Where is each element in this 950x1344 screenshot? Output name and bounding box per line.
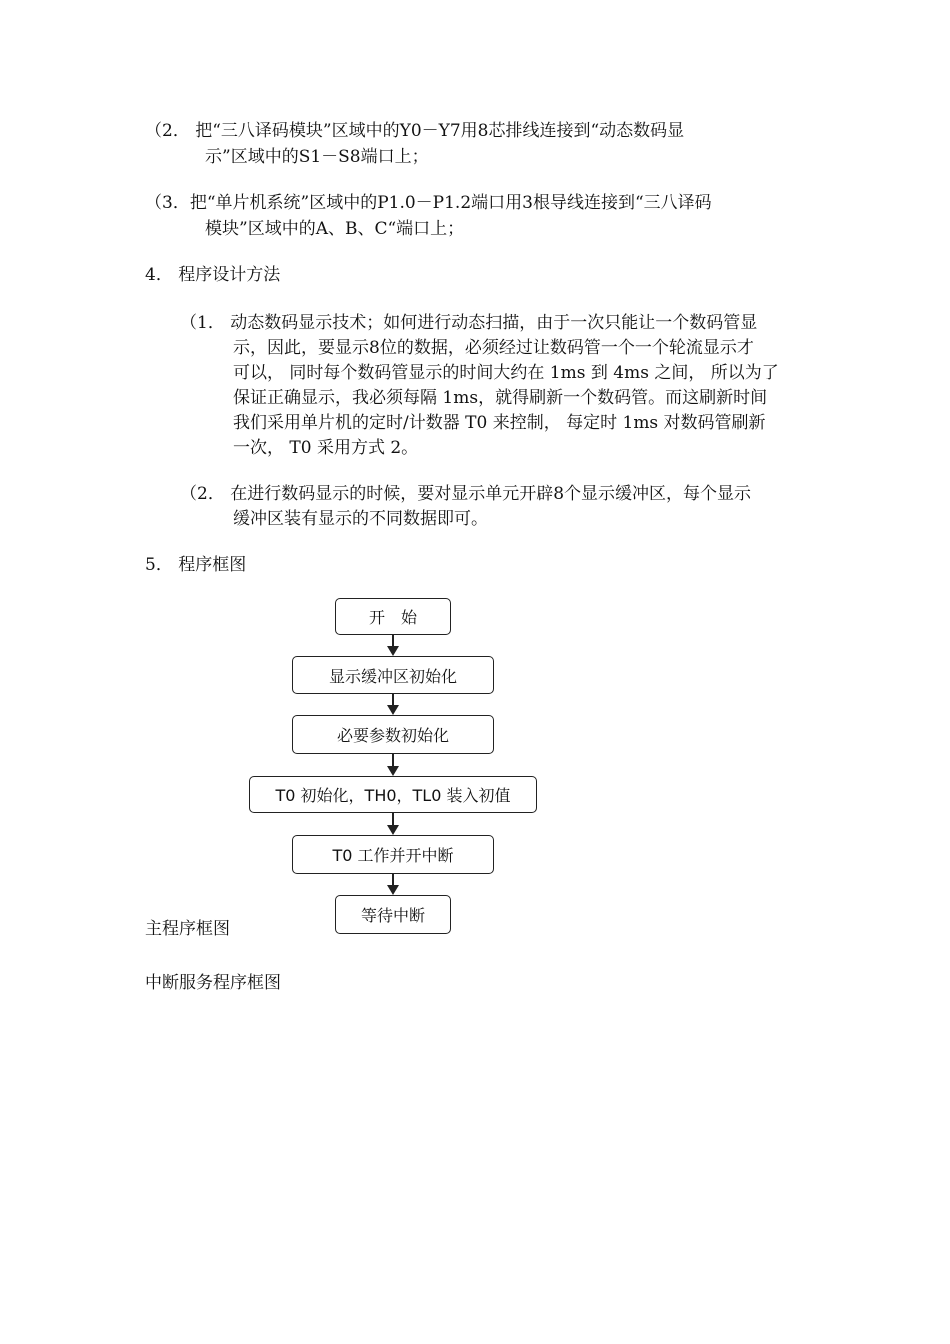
flow-arrow-2-head (387, 705, 399, 715)
method-1-line3: 可以， 同时每个数码管显示的时间大约在 1ms 到 4ms 之间， 所以为了 (233, 363, 779, 383)
method-1-line1: （1． 动态数码显示技术；如何进行动态扫描，由于一次只能让一个数码管显 (180, 313, 758, 333)
flow-arrow-5-head (387, 885, 399, 895)
method-1-line5: 我们采用单片机的定时/计数器 T0 来控制， 每定时 1ms 对数码管刷新 (233, 413, 766, 433)
flow-step-init-timer: T0 初始化，TH0，TL0 装入初值 (249, 776, 537, 813)
flow-step-init-buffer: 显示缓冲区初始化 (292, 656, 494, 694)
flow-step-init-params: 必要参数初始化 (292, 715, 494, 754)
flow-arrow-4-head (387, 825, 399, 835)
wiring-step-2-line1: （2． 把“三八译码模块”区域中的Y0－Y7用8芯排线连接到“动态数码显 (145, 121, 685, 141)
flow-step-start: 开 始 (335, 598, 451, 635)
flow-arrow-3-head (387, 766, 399, 776)
flow-step-wait-interrupt: 等待中断 (335, 895, 451, 934)
method-1-line4: 保证正确显示，我必须每隔 1ms，就得刷新一个数码管。而这刷新时间 (233, 388, 768, 408)
section-5-heading: 5． 程序框图 (145, 555, 247, 575)
method-2-line1: （2． 在进行数码显示的时候，要对显示单元开辟8个显示缓冲区，每个显示 (180, 484, 752, 504)
method-1-line6: 一次， T0 采用方式 2。 (233, 438, 419, 458)
wiring-step-3-line1: （3．把“单片机系统”区域中的P1.0－P1.2端口用3根导线连接到“三八译码 (145, 193, 712, 213)
interrupt-program-caption: 中断服务程序框图 (145, 973, 281, 993)
main-program-caption: 主程序框图 (145, 919, 230, 939)
method-2-line2: 缓冲区装有显示的不同数据即可。 (233, 509, 488, 529)
flow-step-start-timer: T0 工作并开中断 (292, 835, 494, 874)
section-4-heading: 4． 程序设计方法 (145, 265, 281, 285)
wiring-step-3-line2: 模块”区域中的A、B、C“端口上； (205, 219, 465, 239)
flow-arrow-1-head (387, 646, 399, 656)
wiring-step-2-line2: 示”区域中的S1－S8端口上； (205, 147, 429, 167)
method-1-line2: 示，因此，要显示8位的数据，必须经过让数码管一个一个轮流显示才 (233, 338, 754, 358)
